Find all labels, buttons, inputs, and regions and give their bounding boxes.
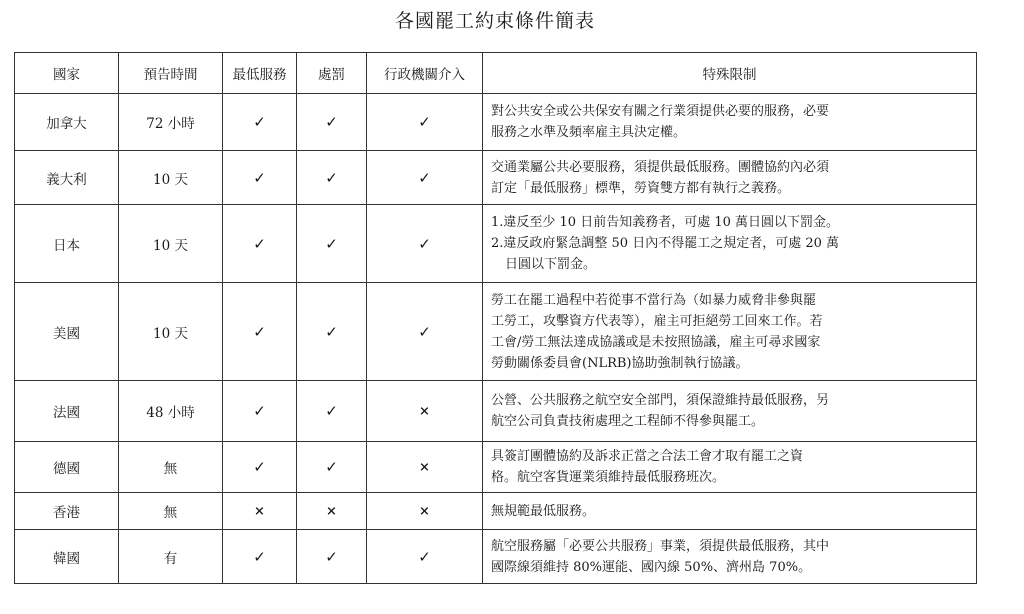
restriction-line: 1.違反至少 10 日前告知義務者，可處 10 萬日圓以下罰金。: [491, 215, 840, 230]
cross-icon: ×: [367, 493, 483, 530]
table-row: [15, 205, 977, 283]
cell-restriction: [483, 442, 977, 493]
header-min-service: 最低服務: [223, 53, 297, 94]
check-icon: ✓: [367, 205, 483, 283]
cell-notice: 72 小時: [119, 94, 223, 151]
page-title: 各國罷工約束條件簡表: [394, 10, 595, 32]
check-icon: ✓: [297, 151, 367, 205]
restriction-line: 交通業屬公共必要服務，須提供最低服務。團體協約內必須: [491, 159, 830, 175]
restriction-line: 航空服務屬「必要公共服務」事業，須提供最低服務，其中: [491, 538, 830, 554]
table-row: [15, 530, 977, 584]
check-icon: ✓: [223, 205, 297, 283]
table-row: [15, 381, 977, 442]
table-row: [15, 442, 977, 493]
table-row: [15, 493, 977, 530]
cell-country: 法國: [15, 381, 119, 442]
cell-notice: 48 小時: [119, 381, 223, 442]
cell-country: 加拿大: [15, 94, 119, 151]
cell-notice: 10 天: [119, 283, 223, 381]
check-icon: ✓: [297, 381, 367, 442]
header-restriction: 特殊限制: [483, 53, 977, 94]
check-icon: ✓: [297, 530, 367, 584]
restriction-line: 具簽訂團體協約及訴求正當之合法工會才取有罷工之資: [491, 449, 804, 464]
check-icon: ✓: [223, 151, 297, 205]
restriction-line: 無規範最低服務。: [491, 503, 596, 519]
restriction-line: 對公共安全或公共保安有關之行業須提供必要的服務，必要: [491, 104, 830, 119]
check-icon: ✓: [367, 283, 483, 381]
cross-icon: ×: [297, 493, 367, 530]
header-admin: 行政機關介入: [367, 53, 483, 94]
header-notice: 預告時間: [119, 53, 223, 94]
check-icon: ✓: [223, 381, 297, 442]
cell-notice: 有: [119, 530, 223, 584]
check-icon: ✓: [297, 283, 367, 381]
check-icon: ✓: [297, 94, 367, 151]
check-icon: ✓: [367, 530, 483, 584]
cell-notice: 無: [119, 442, 223, 493]
cell-notice: 無: [119, 493, 223, 530]
cell-restriction: [483, 94, 977, 151]
restriction-line: 勞動關係委員會(NLRB)協助強制執行協議。: [491, 355, 749, 371]
check-icon: ✓: [297, 205, 367, 283]
cross-icon: ×: [367, 381, 483, 442]
restriction-line: 勞工在罷工過程中若從事不當行為（如暴力威脅非參與罷: [491, 292, 817, 308]
cell-country: 韓國: [15, 530, 119, 584]
cell-restriction: [483, 381, 977, 442]
header-country: 國家: [15, 53, 119, 94]
check-icon: ✓: [297, 442, 367, 493]
cell-notice: 10 天: [119, 151, 223, 205]
check-icon: ✓: [223, 283, 297, 381]
cell-country: 日本: [15, 205, 119, 283]
table-row: [15, 151, 977, 205]
cell-country: 德國: [15, 442, 119, 493]
cell-country: 美國: [15, 283, 119, 381]
restriction-line: 工勞工，攻擊資方代表等），雇主可拒絕勞工回來工作。若: [491, 313, 823, 329]
cross-icon: ×: [367, 442, 483, 493]
cell-restriction: [483, 151, 977, 205]
restriction-line: 訂定「最低服務」標準，勞資雙方都有執行之義務。: [491, 180, 791, 196]
table-row: [15, 283, 977, 381]
cell-notice: 10 天: [119, 205, 223, 283]
restriction-line: 工會/勞工無法達成協議或是未按照協議，雇主可尋求國家: [491, 334, 821, 350]
strike-constraints-table: [14, 52, 977, 584]
table-header-row: [15, 53, 977, 94]
check-icon: ✓: [223, 94, 297, 151]
cell-country: 義大利: [15, 151, 119, 205]
restriction-line: 服務之水準及頻率雇主具決定權。: [491, 125, 687, 140]
check-icon: ✓: [367, 151, 483, 205]
restriction-line: 格。航空客貨運業須維持最低服務班次。: [491, 470, 726, 485]
restriction-line: 航空公司負責技術處理之工程師不得參與罷工。: [491, 414, 765, 429]
table-body: [15, 94, 977, 584]
check-icon: ✓: [223, 442, 297, 493]
restriction-line: 國際線須維持 80%運能、國內線 50%、濟州島 70%。: [491, 559, 812, 575]
table-row: [15, 94, 977, 151]
cell-restriction: [483, 205, 977, 283]
restriction-line: 2.違反政府緊急調整 50 日內不得罷工之規定者，可處 20 萬: [491, 236, 840, 251]
restriction-line: 公營、公共服務之航空安全部門，須保證維持最低服務，另: [491, 393, 830, 408]
cell-country: 香港: [15, 493, 119, 530]
restriction-line: 日圓以下罰金。: [505, 257, 597, 272]
header-penalty: 處罰: [297, 53, 367, 94]
cross-icon: ×: [223, 493, 297, 530]
cell-restriction: [483, 530, 977, 584]
check-icon: ✓: [367, 94, 483, 151]
check-icon: ✓: [223, 530, 297, 584]
cell-restriction: [483, 493, 977, 530]
cell-restriction: [483, 283, 977, 381]
